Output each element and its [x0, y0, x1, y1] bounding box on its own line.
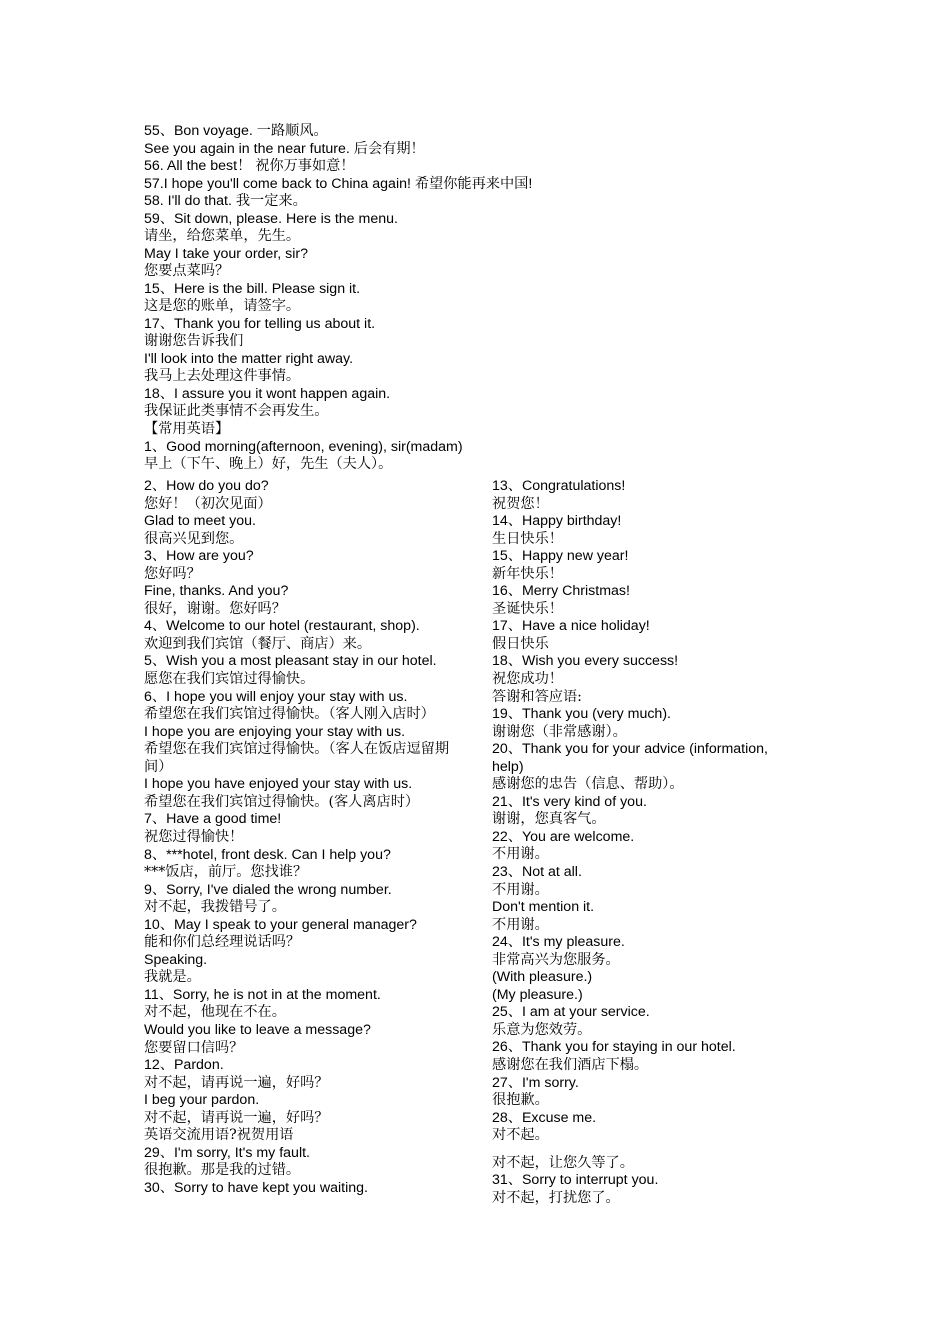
text-line: 不用谢。 — [492, 846, 549, 863]
text-line: 不用谢。 — [492, 881, 549, 898]
text-line: 17、Have a nice holiday! — [492, 618, 650, 635]
text-line: 您要留口信吗？ — [144, 1039, 244, 1056]
text-line: 4、Welcome to our hotel (restaurant, shop). — [144, 618, 420, 635]
text-line: 12、Pardon. — [144, 1057, 224, 1074]
text-line: 7、Have a good time! — [144, 811, 282, 828]
text-line: 不用谢。 — [492, 916, 549, 933]
text-line: 22、You are welcome. — [492, 828, 635, 845]
text-line: 很好，谢谢。您好吗？ — [144, 600, 286, 617]
text-line: 早上（下午、晚上）好，先生（夫人）。 — [144, 456, 393, 473]
text-line: 3、How are you? — [144, 548, 254, 565]
text-line: 祝您过得愉快！ — [144, 828, 244, 845]
text-line: 16、Merry Christmas! — [492, 583, 630, 600]
text-line: 29、I'm sorry, It's my fault. — [144, 1144, 310, 1161]
text-line: 【常用英语】 — [144, 421, 230, 438]
text-line: 23、Not at all. — [492, 864, 582, 881]
text-line: 15、Here is the bill. Please sign it. — [144, 280, 361, 297]
text-line: 很高兴见到您。 — [144, 530, 244, 547]
text-line: 生日快乐！ — [492, 530, 563, 547]
text-line: 24、It's my pleasure. — [492, 934, 625, 951]
text-line: 31、Sorry to interrupt you. — [492, 1172, 659, 1189]
text-line: 17、Thank you for telling us about it. — [144, 315, 376, 332]
text-line: 13、Congratulations! — [492, 478, 626, 494]
text-line: ***饭店，前厅。您找谁？ — [144, 864, 308, 881]
text-line: 57.I hope you'll come back to China again! 希望你能再来中国! — [144, 175, 533, 192]
text-line: 5、Wish you a most pleasant stay in our hotel. — [144, 653, 437, 670]
text-line: 很抱歉。 — [492, 1092, 549, 1108]
text-line: 27、I'm sorry. — [492, 1074, 579, 1091]
text-line: 对不起，打扰您了。 — [492, 1189, 620, 1206]
text-line: (With pleasure.) — [492, 969, 593, 986]
text-line: 2、How do you do? — [144, 478, 269, 494]
text-line: 谢谢您告诉我们 — [144, 333, 244, 350]
text-line: 10、May I speak to your general manager? — [144, 916, 417, 933]
text-line: May I take your order, sir? — [144, 245, 309, 262]
text-line: 对不起。 — [492, 1127, 549, 1144]
text-line: I'll look into the matter right away. — [144, 350, 354, 367]
text-line: 11、Sorry, he is not in at the moment. — [144, 986, 381, 1003]
left-column — [144, 478, 464, 1197]
text-line: 6、I hope you will enjoy your stay with us. — [144, 688, 408, 705]
text-line: 很抱歉。那是我的过错。 — [144, 1162, 301, 1179]
text-line: 26、Thank you for staying in our hotel. — [492, 1039, 736, 1056]
text-line: Speaking. — [144, 951, 208, 968]
text-line: 您要点菜吗？ — [144, 263, 230, 280]
text-line: 这是您的账单，请签字。 — [144, 298, 301, 315]
text-line: 我就是。 — [144, 969, 201, 986]
top-text-block — [144, 123, 644, 474]
text-line: 9、Sorry, I've dialed the wrong number. — [144, 881, 392, 898]
text-line: Don't mention it. — [492, 899, 595, 916]
text-line: 欢迎到我们宾馆（餐厅、商店）来。 — [144, 635, 372, 652]
text-line: 15、Happy new year! — [492, 548, 629, 565]
text-line: See you again in the near future. 后会有期！ — [144, 140, 425, 157]
text-line: 我保证此类事情不会再发生。 — [144, 403, 329, 420]
text-line: 圣诞快乐！ — [492, 600, 563, 617]
text-line: 祝贺您！ — [492, 495, 549, 512]
text-line: 56. All the best！ 祝你万事如意！ — [144, 158, 355, 174]
text-line: 希望您在我们宾馆过得愉快。（客人在饭店逗留期间） — [144, 741, 450, 775]
text-line: 英语交流用语?祝贺用语 — [144, 1127, 294, 1144]
text-line: 乐意为您效劳。 — [492, 1021, 592, 1038]
blank-line — [492, 1145, 792, 1155]
text-line: 28、Excuse me. — [492, 1109, 597, 1126]
text-line: 30、Sorry to have kept you waiting. — [144, 1179, 368, 1196]
text-line: 59、Sit down, please. Here is the menu. — [144, 210, 398, 227]
text-line: Glad to meet you. — [144, 513, 256, 530]
text-line: 20、Thank you for your advice (information, help) — [492, 741, 772, 775]
text-line: 希望您在我们宾馆过得愉快。(客人离店时） — [144, 793, 420, 810]
text-line: 您好吗？ — [144, 565, 201, 582]
text-line: 1、Good morning(afternoon, evening), sir(madam) — [144, 438, 463, 455]
text-line: 对不起，让您久等了。 — [492, 1154, 634, 1171]
text-line: 谢谢，您真客气。 — [492, 811, 606, 828]
text-line: 对不起，请再说一遍，好吗？ — [144, 1074, 329, 1091]
text-line: 21、It's very kind of you. — [492, 793, 647, 810]
text-line: Fine, thanks. And you? — [144, 583, 289, 600]
text-line: (My pleasure.) — [492, 986, 583, 1003]
text-line: 8、***hotel, front desk. Can I help you? — [144, 846, 391, 863]
text-line: 谢谢您（非常感谢）。 — [492, 723, 627, 740]
text-line: I beg your pardon. — [144, 1092, 260, 1109]
text-line: I hope you are enjoying your stay with us. — [144, 723, 406, 740]
text-line: 希望您在我们宾馆过得愉快。（客人刚入店时） — [144, 706, 435, 723]
text-line: I hope you have enjoyed your stay with us. — [144, 776, 413, 793]
text-line: 请坐，给您菜单，先生。 — [144, 228, 301, 244]
text-line: 19、Thank you (very much). — [492, 706, 671, 723]
text-line: 我马上去处理这件事情。 — [144, 368, 301, 385]
text-line: 18、I assure you it wont happen again. — [144, 385, 391, 402]
right-column — [492, 478, 792, 1207]
text-line: 祝您成功！ — [492, 670, 563, 687]
text-line: 25、I am at your service. — [492, 1004, 650, 1021]
text-line: 答谢和答应语: — [492, 688, 582, 705]
text-line: 新年快乐！ — [492, 565, 563, 582]
text-line: 18、Wish you every success! — [492, 653, 679, 670]
text-line: 感谢您的忠告（信息、帮助）。 — [492, 776, 684, 793]
text-line: 愿您在我们宾馆过得愉快。 — [144, 670, 315, 687]
text-line: 对不起，我拨错号了。 — [144, 899, 286, 916]
text-line: 非常高兴为您服务。 — [492, 951, 620, 968]
text-line: Would you like to leave a message? — [144, 1022, 371, 1038]
text-line: 您好！（初次见面） — [144, 495, 272, 512]
text-line: 对不起，请再说一遍，好吗？ — [144, 1109, 329, 1126]
text-line: 58. I'll do that. 我一定来。 — [144, 193, 307, 209]
text-line: 对不起，他现在不在。 — [144, 1004, 286, 1021]
text-line: 55、Bon voyage. 一路顺风。 — [144, 123, 328, 139]
text-line: 感谢您在我们酒店下榻。 — [492, 1056, 649, 1073]
text-line: 假日快乐 — [492, 635, 549, 652]
text-line: 能和你们总经理说话吗？ — [144, 934, 301, 951]
text-line: 14、Happy birthday! — [492, 513, 622, 530]
